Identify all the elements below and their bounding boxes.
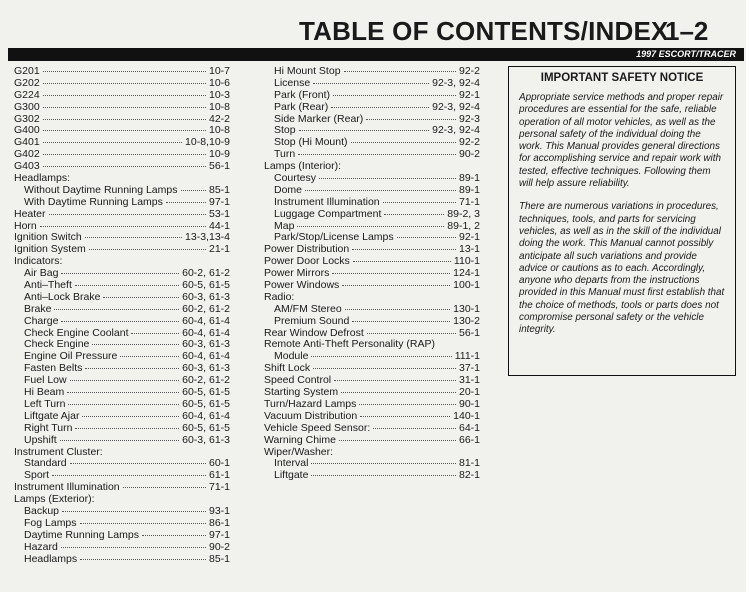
index-entry <box>264 316 480 328</box>
header-subtitle: 1997 ESCORT/TRACER <box>636 49 736 59</box>
dot-leader <box>166 202 206 203</box>
index-entry-label: Park (Front) <box>274 88 331 101</box>
dot-leader <box>43 130 206 131</box>
safety-notice-box <box>508 66 736 376</box>
index-entry-page: 60-1 <box>208 457 230 470</box>
index-entry-label: Check Engine <box>24 338 90 351</box>
index-entry-page: 89-2, 3 <box>447 207 480 220</box>
index-entry <box>14 102 230 114</box>
index-entry-page: 71-1 <box>208 481 230 494</box>
index-entry-page: 60-3, 61-3 <box>182 433 230 446</box>
index-entry-page: 13-1 <box>458 243 480 256</box>
index-entry-label: Lamps (Exterior): <box>14 493 95 506</box>
dot-leader <box>85 237 182 238</box>
index-entry-page: 66-1 <box>458 433 480 446</box>
dot-leader <box>61 547 206 548</box>
index-entry-page: 85-1 <box>208 552 230 565</box>
index-entry-label: Dome <box>274 183 303 196</box>
index-entry-label: Charge <box>24 314 59 327</box>
index-entry <box>14 137 230 149</box>
index-entry-page: 97-1 <box>208 195 230 208</box>
index-entry-page: 92-3, 92-4 <box>432 76 480 89</box>
dot-leader <box>60 440 179 441</box>
index-entry-label: Rear Window Defrost <box>264 326 364 339</box>
index-entry-page: 82-1 <box>458 469 480 482</box>
index-entry-page: 124-1 <box>453 267 480 280</box>
index-entry-label: Headlamps: <box>14 172 71 185</box>
index-entry-label: Stop (Hi Mount) <box>274 136 348 149</box>
index-entry-label: License <box>274 76 311 89</box>
index-entry-label: Without Daytime Running Lamps <box>24 183 178 196</box>
index-entry-label: Wiper/Washer: <box>264 445 334 458</box>
index-entry-label: G400 <box>14 124 40 137</box>
dot-leader <box>123 487 206 488</box>
index-entry <box>14 78 230 90</box>
dot-leader <box>43 154 206 155</box>
index-entry-label: Engine Oil Pressure <box>24 350 118 363</box>
index-entry-label: Standard <box>24 457 67 470</box>
dot-leader <box>397 237 456 238</box>
dot-leader <box>120 356 179 357</box>
dot-leader <box>345 309 450 310</box>
dot-leader <box>61 273 179 274</box>
index-entry-page: 71-1 <box>458 195 480 208</box>
index-entry-page: 60-2, 61-2 <box>182 267 230 280</box>
dot-leader <box>85 368 179 369</box>
dot-leader <box>54 309 179 310</box>
index-entry-label: Check Engine Coolant <box>24 326 129 339</box>
dot-leader <box>103 297 179 298</box>
index-entry <box>14 90 230 102</box>
dot-leader <box>43 107 206 108</box>
dot-leader <box>334 380 456 381</box>
index-entry <box>14 316 230 328</box>
index-entry-page: 93-1 <box>208 504 230 517</box>
index-entry-label: Power Door Locks <box>264 255 350 268</box>
index-entry <box>14 518 230 530</box>
index-entry-page: 60-4, 61-4 <box>182 326 230 339</box>
dot-leader <box>67 392 179 393</box>
index-entry-label: Vacuum Distribution <box>264 409 358 422</box>
dot-leader <box>342 285 450 286</box>
index-entry-label: Lamps (Interior): <box>264 160 342 173</box>
safety-notice-paragraph: There are numerous variations in procedures, techniques, tools, and parts for servicing vehicles, as well as in the skill of the individual doing the work. This Manual cannot possibly anticipate all such variations and provide advice or cautions as to each. Accordingly, anyone who departs from the instructions provided in this Manual must first establish that the choice of methods, tools or parts does not compromise personal safety or the vehicle integrity. <box>519 201 725 336</box>
index-entry <box>264 304 480 316</box>
index-entry-page: 10-7 <box>208 65 230 77</box>
dot-leader <box>297 226 444 227</box>
index-entry-label: Power Mirrors <box>264 267 330 280</box>
index-entry <box>264 185 480 197</box>
index-entry-label: Premium Sound <box>274 314 350 327</box>
index-entry-page: 130-2 <box>453 314 480 327</box>
index-entry <box>264 197 480 209</box>
index-entry-page: 100-1 <box>453 279 480 292</box>
index-entry-label: Upshift <box>24 433 57 446</box>
index-entry-page: 56-1 <box>458 326 480 339</box>
index-entry-page: 10-3 <box>208 88 230 101</box>
index-column-1 <box>14 66 230 565</box>
index-entry <box>14 149 230 161</box>
dot-leader <box>383 202 456 203</box>
dot-leader <box>353 261 451 262</box>
index-entry-label: Side Marker (Rear) <box>274 112 364 125</box>
dot-leader <box>61 321 179 322</box>
index-entry-label: G202 <box>14 76 40 89</box>
dot-leader <box>43 95 206 96</box>
index-entry-page: 92-1 <box>458 88 480 101</box>
index-entry-page: 140-1 <box>453 409 480 422</box>
dot-leader <box>82 416 179 417</box>
index-entry-label: Left Turn <box>24 397 66 410</box>
index-entry-page: 10-8 <box>208 100 230 113</box>
index-entry-page: 81-1 <box>458 457 480 470</box>
index-entry <box>14 435 230 447</box>
index-entry-label: Sport <box>24 469 50 482</box>
index-entry <box>264 280 480 292</box>
index-column-2 <box>264 66 480 482</box>
index-entry-label: Air Bag <box>24 267 59 280</box>
index-entry-page: 90-2 <box>458 148 480 161</box>
index-entry-label: Park/Stop/License Lamps <box>274 231 394 244</box>
index-entry-label: Fog Lamps <box>24 516 77 529</box>
index-entry <box>264 423 480 435</box>
dot-leader <box>311 463 456 464</box>
index-entry-page: 37-1 <box>458 362 480 375</box>
dot-leader <box>52 475 206 476</box>
dot-leader <box>311 356 451 357</box>
index-entry-page: 92-3, 92-4 <box>432 124 480 137</box>
dot-leader <box>181 190 206 191</box>
index-entry-label: Instrument Cluster: <box>14 445 103 458</box>
index-entry-label: Ignition Switch <box>14 231 82 244</box>
dot-leader <box>299 130 430 131</box>
dot-leader <box>333 95 456 96</box>
index-entry-label: Instrument Illumination <box>274 195 380 208</box>
index-entry-page: 20-1 <box>458 386 480 399</box>
index-entry-page: 10-8,10-9 <box>185 136 230 149</box>
dot-leader <box>43 119 206 120</box>
index-entry <box>14 530 230 542</box>
dot-leader <box>70 463 206 464</box>
dot-leader <box>43 142 182 143</box>
index-entry <box>14 114 230 126</box>
dot-leader <box>366 119 456 120</box>
index-entry-page: 89-1 <box>458 172 480 185</box>
index-entry-page: 53-1 <box>208 207 230 220</box>
index-entry-page: 60-2, 61-2 <box>182 374 230 387</box>
dot-leader <box>75 285 179 286</box>
index-entry-label: Speed Control <box>264 374 332 387</box>
index-entry <box>264 209 480 221</box>
index-entry <box>264 470 480 482</box>
index-entry-page: 110-1 <box>453 255 480 268</box>
index-entry <box>14 304 230 316</box>
index-entry <box>264 435 480 447</box>
index-entry-label: Anti–Theft <box>24 279 72 292</box>
index-entry <box>14 554 230 566</box>
index-entry-label: Radio: <box>264 290 295 303</box>
index-entry <box>14 66 230 78</box>
index-entry-label: Remote Anti-Theft Personality (RAP) <box>264 338 435 351</box>
dot-leader <box>75 428 179 429</box>
index-entry-page: 60-5, 61-5 <box>182 386 230 399</box>
index-entry-label: Right Turn <box>24 421 73 434</box>
index-entry <box>264 90 480 102</box>
dot-leader <box>131 333 179 334</box>
index-entry-page: 92-1 <box>458 231 480 244</box>
index-entry-label: Interval <box>274 457 309 470</box>
index-entry-label: Liftgate Ajar <box>24 409 80 422</box>
index-entry <box>264 102 480 114</box>
index-entry-label: Turn/Hazard Lamps <box>264 397 357 410</box>
page-title: TABLE OF CONTENTS/INDEX <box>299 16 669 46</box>
index-entry-page: 92-2 <box>458 65 480 77</box>
index-entry-page: 92-3 <box>458 112 480 125</box>
index-entry-label: Hi Beam <box>24 386 65 399</box>
index-entry-label: Courtesy <box>274 172 317 185</box>
dot-leader <box>80 559 206 560</box>
dot-leader <box>319 178 456 179</box>
index-entry-label: Stop <box>274 124 296 137</box>
index-entry-label: Anti–Lock Brake <box>24 290 101 303</box>
index-entry-label: Instrument Illumination <box>14 481 120 494</box>
index-entry-label: Liftgate <box>274 469 309 482</box>
index-entry-label: Warning Chime <box>264 433 336 446</box>
index-entry-label: Hazard <box>24 540 58 553</box>
index-entry-page: 60-5, 61-5 <box>182 397 230 410</box>
index-entry-page: 85-1 <box>208 183 230 196</box>
index-entry-label: G403 <box>14 160 40 173</box>
index-entry-label: Fuel Low <box>24 374 67 387</box>
index-entry-page: 44-1 <box>208 219 230 232</box>
index-entry-label: Park (Rear) <box>274 100 329 113</box>
index-entry-page: 64-1 <box>458 421 480 434</box>
index-entry-label: Luggage Compartment <box>274 207 382 220</box>
index-entry-label: G224 <box>14 88 40 101</box>
dot-leader <box>332 273 450 274</box>
index-entry-page: 92-2 <box>458 136 480 149</box>
index-entry-label: Backup <box>24 504 60 517</box>
dot-leader <box>62 511 206 512</box>
index-entry-label: G402 <box>14 148 40 161</box>
index-entry-page: 86-1 <box>208 516 230 529</box>
safety-notice-title: IMPORTANT SAFETY NOTICE <box>540 72 704 84</box>
index-entry-page: 90-1 <box>458 397 480 410</box>
index-entry-page: 60-3, 61-3 <box>182 290 230 303</box>
index-entry-label: Ignition System <box>14 243 86 256</box>
dot-leader <box>331 107 429 108</box>
index-entry-label: Module <box>274 350 309 363</box>
dot-leader <box>313 368 456 369</box>
dot-leader <box>92 344 179 345</box>
dot-leader <box>40 226 206 227</box>
index-entry-page: 89-1 <box>458 183 480 196</box>
dot-leader <box>298 154 456 155</box>
index-entry <box>14 423 230 435</box>
index-entry-label: G201 <box>14 65 40 77</box>
index-entry-label: Shift Lock <box>264 362 311 375</box>
index-entry-page: 60-3, 61-3 <box>182 338 230 351</box>
dot-leader <box>384 214 444 215</box>
index-entry-page: 60-5, 61-5 <box>182 421 230 434</box>
index-entry <box>264 78 480 90</box>
page-number: 1–2 <box>665 16 709 46</box>
index-entry <box>14 542 230 554</box>
dot-leader <box>367 333 456 334</box>
index-entry-page: 60-5, 61-5 <box>182 279 230 292</box>
index-entry-label: Heater <box>14 207 46 220</box>
index-entry-label: Daytime Running Lamps <box>24 528 139 541</box>
dot-leader <box>339 440 456 441</box>
index-entry-page: 10-6 <box>208 76 230 89</box>
index-entry-label: Headlamps <box>24 552 78 565</box>
index-entry-page: 89-1, 2 <box>447 219 480 232</box>
index-entry-label: Map <box>274 219 295 232</box>
dot-leader <box>305 190 456 191</box>
index-entry-label: Turn <box>274 148 296 161</box>
index-entry-label: G401 <box>14 136 40 149</box>
index-entry-page: 10-9 <box>208 148 230 161</box>
dot-leader <box>43 166 206 167</box>
dot-leader <box>341 392 456 393</box>
index-entry-page: 60-4, 61-4 <box>182 409 230 422</box>
index-entry-page: 31-1 <box>458 374 480 387</box>
index-entry-label: Indicators: <box>14 255 63 268</box>
index-entry-label: G302 <box>14 112 40 125</box>
dot-leader <box>352 249 456 250</box>
index-entry-label: Horn <box>14 219 37 232</box>
dot-leader <box>89 249 206 250</box>
index-entry-page: 61-1 <box>208 469 230 482</box>
index-entry <box>14 197 230 209</box>
dot-leader <box>43 83 206 84</box>
dot-leader <box>373 428 456 429</box>
dot-leader <box>359 404 456 405</box>
dot-leader <box>70 380 180 381</box>
index-entry-label: With Daytime Running Lamps <box>24 195 163 208</box>
index-entry-page: 42-2 <box>208 112 230 125</box>
index-entry-label: Brake <box>24 302 52 315</box>
safety-notice-paragraph: Appropriate service methods and proper repair procedures are essential for the safe, reliable operation of all motor vehicles, as well as the personal safety of the individual doing the work. This Manual provides general directions for accomplishing service and repair work with tested, effective techniques. Following them will help assure reliability. <box>519 92 724 190</box>
index-entry-label: Vehicle Speed Sensor: <box>264 421 371 434</box>
index-entry-page: 90-2 <box>208 540 230 553</box>
index-entry-label: G300 <box>14 100 40 113</box>
index-entry-page: 60-4, 61-4 <box>182 350 230 363</box>
dot-leader <box>313 83 429 84</box>
index-entry-page: 92-3, 92-4 <box>432 100 480 113</box>
index-entry <box>14 209 230 221</box>
index-entry-page: 13-3,13-4 <box>185 231 230 244</box>
dot-leader <box>68 404 179 405</box>
dot-leader <box>49 214 206 215</box>
dot-leader <box>43 71 206 72</box>
index-entry-page: 21-1 <box>208 243 230 256</box>
dot-leader <box>311 475 456 476</box>
index-entry-page: 130-1 <box>453 302 480 315</box>
index-entry-page: 56-1 <box>208 160 230 173</box>
index-entry-label: Power Distribution <box>264 243 350 256</box>
index-entry <box>14 411 230 423</box>
dot-leader <box>80 523 206 524</box>
dot-leader <box>142 535 206 536</box>
dot-leader <box>344 71 456 72</box>
index-entry <box>264 411 480 423</box>
index-entry-label: AM/FM Stereo <box>274 302 342 315</box>
dot-leader <box>351 142 456 143</box>
dot-leader <box>352 321 450 322</box>
index-entry-page: 10-8 <box>208 124 230 137</box>
index-entry <box>14 185 230 197</box>
header-bar <box>8 48 744 61</box>
index-entry-label: Power Windows <box>264 279 340 292</box>
dot-leader <box>360 416 450 417</box>
index-entry-label: Fasten Belts <box>24 362 83 375</box>
index-entry-page: 60-3, 61-3 <box>182 362 230 375</box>
index-entry <box>264 137 480 149</box>
index-entry-page: 60-2, 61-2 <box>182 302 230 315</box>
index-entry-page: 60-4, 61-4 <box>182 314 230 327</box>
index-entry-label: Hi Mount Stop <box>274 65 341 77</box>
index-entry-page: 97-1 <box>208 528 230 541</box>
index-entry-label: Starting System <box>264 386 339 399</box>
index-entry-page: 111-1 <box>454 350 480 363</box>
